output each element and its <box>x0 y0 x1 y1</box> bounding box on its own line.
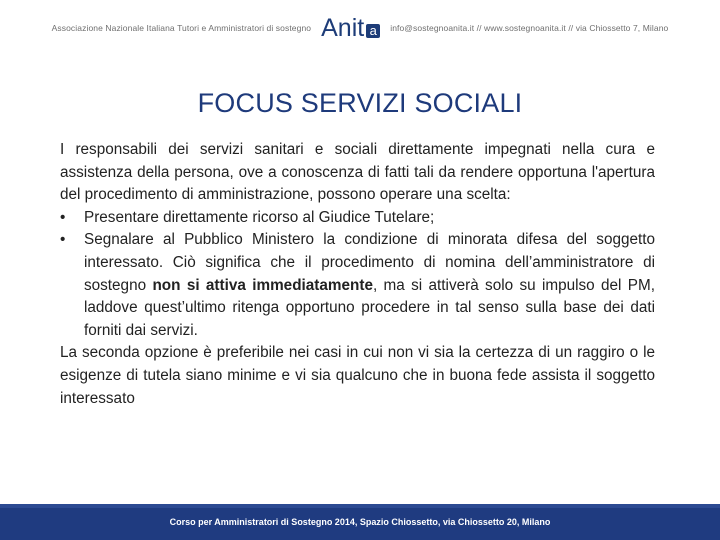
emphasis-text: non si attiva immediatamente <box>152 276 373 294</box>
header-bar <box>0 0 720 56</box>
option-text-part2: , ma si attiverà solo su impulso del PM, laddove quest’ultimo ritenga opportuno procedere in tal senso sulla base dei dati forniti dai servizi. <box>84 276 655 339</box>
footer-text: Corso per Amministratori di Sostegno 2014, Spazio Chiossetto, via Chiossetto 20, Milano <box>169 517 551 527</box>
intro-paragraph: I responsabili dei servizi sanitari e sociali direttamente impegnati nella cura e assistenza della persona, ove a conoscenza di fatti tali da rendere opportuna l'apertura del procedimento di amministrazione, possono operare una scelta: <box>60 141 655 204</box>
logo-text: Anit <box>321 13 365 42</box>
footer-stripe <box>0 504 720 508</box>
slide-body <box>60 139 655 410</box>
slide-title: FOCUS SERVIZI SOCIALI <box>197 88 523 118</box>
conclusion-paragraph: La seconda opzione è preferibile nei casi in cui non vi sia la certezza di un raggiro o le esigenze di tutela siano minime e vi sia qualcuno che in buona fede assista il soggetto interessato <box>60 344 655 407</box>
footer-bar <box>0 504 720 540</box>
list-item <box>60 207 655 230</box>
logo-box-letter: a <box>366 24 380 38</box>
option-text: Presentare direttamente ricorso al Giudice Tutelare; <box>84 208 435 226</box>
option-text-part1: Segnalare al Pubblico Ministero la condizione di minorata difesa del soggetto interessato. Ciò significa che il procedimento di nomina dell’amministratore di sostegno <box>84 231 655 294</box>
options-list <box>60 207 655 343</box>
association-name: Associazione Nazionale Italiana Tutori e Amministratori di sostegno <box>51 23 312 33</box>
bullet-glyph: • <box>60 231 66 249</box>
anita-logo <box>321 14 380 43</box>
contact-info: info@sostegnoanita.it // www.sostegnoanita.it // via Chiossetto 7, Milano <box>390 23 669 33</box>
list-item <box>60 229 655 342</box>
bullet-glyph: • <box>60 208 66 226</box>
